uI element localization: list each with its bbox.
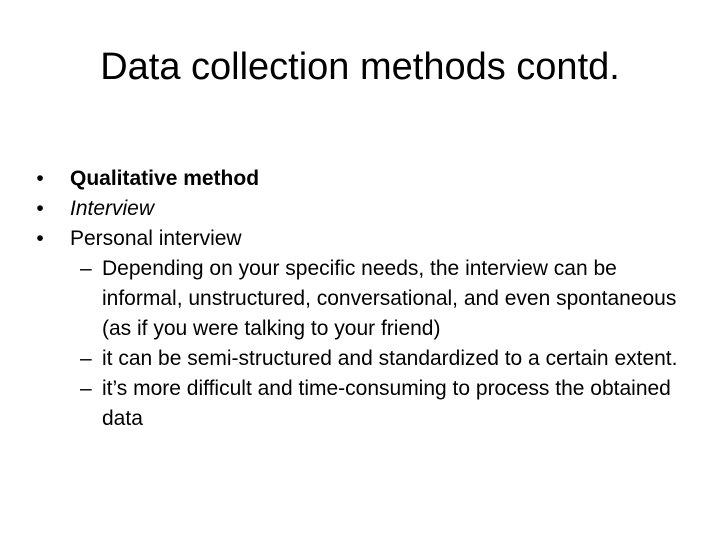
dash-icon: – — [80, 377, 92, 400]
bullet-icon: • — [36, 227, 44, 250]
sub-bullet-text: it’s more difficult and time-consuming to process the obtained data — [102, 377, 671, 430]
bullet-item — [30, 224, 700, 254]
bullet-text: Qualitative method — [70, 167, 260, 190]
bullet-text: Interview — [70, 197, 155, 220]
bullet-icon: • — [36, 167, 44, 190]
slide-title: Data collection methods contd. — [100, 46, 620, 88]
sub-bullet-text: it can be semi-structured and standardized to a certain extent. — [102, 347, 678, 370]
bullet-icon: • — [36, 197, 44, 220]
sub-bullet-item — [80, 344, 688, 374]
sub-bullet-item — [80, 374, 688, 434]
bullet-text: Personal interview — [70, 227, 242, 250]
dash-icon: – — [80, 257, 92, 280]
slide-content — [30, 164, 700, 434]
dash-icon: – — [80, 347, 92, 370]
bullet-item — [30, 164, 700, 194]
bullet-item — [30, 194, 700, 224]
sub-bullet-item — [80, 254, 688, 344]
sub-bullet-text: Depending on your specific needs, the interview can be informal, unstructured, conversational, and even spontaneous (as if you were talking to your friend) — [102, 257, 677, 340]
